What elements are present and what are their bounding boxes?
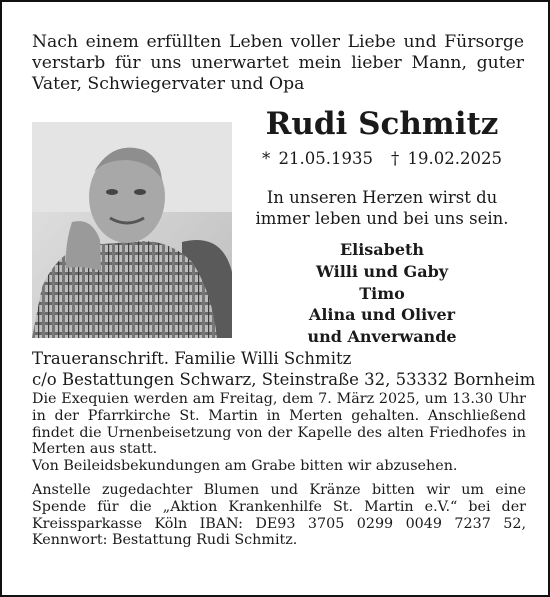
birth-date: * 21.05.1935 [262, 149, 373, 168]
mourning-address [32, 348, 536, 390]
family-signatures [238, 239, 526, 348]
address-line-2: c/o Bestattungen Schwarz, Steinstraße 32, 53332 Bornheim [32, 370, 536, 389]
memorial-quote [238, 187, 526, 229]
portrait-photo [32, 122, 232, 338]
death-date: † 19.02.2025 [391, 149, 502, 168]
family-member: Alina und Oliver [308, 305, 456, 325]
address-line-1: Traueranschrift. Familie Willi Schmitz [32, 349, 352, 368]
exequien-paragraph: Die Exequien werden am Freitag, dem 7. März 2025, um 13.30 Uhr in der Pfarrkirche St. Martin in Merten gehalten. Anschließend findet die Urnenbeisetzung von der Kapelle des alten Friedhofes in Merten aus statt. [32, 391, 526, 458]
intro-text [32, 32, 524, 95]
notice-body [32, 391, 526, 549]
family-member: und Anverwande [307, 327, 457, 347]
deceased-name: Rudi Schmitz [265, 106, 499, 142]
donation-paragraph: Anstelle zugedachter Blumen und Kränze bitten wir um eine Spende für die „Aktion Krankenhilfe St. Martin e.V.“ bei der Kreissparkasse Köln IBAN: DE93 3705 0299 0049 7237 52, Kennwort: Bestattung Rudi Schmitz. [32, 481, 526, 549]
quote-line-2: immer leben und bei uns sein. [255, 209, 509, 228]
intro-line-3: Schwiegervater und Opa [87, 74, 305, 94]
portrait-photo-icon [32, 122, 232, 338]
condolence-paragraph: Von Beileidsbekundungen am Grabe bitten wir abzusehen. [32, 458, 458, 475]
family-member: Willi und Gaby [315, 261, 449, 281]
intro-line-2: verstarb für uns unerwartet mein lieber Mann, guter Vater, [32, 53, 524, 94]
intro-line-1: Nach einem erfüllten Leben voller Liebe und Fürsorge [32, 32, 524, 52]
quote-line-1: In unseren Herzen wirst du [266, 188, 498, 207]
family-member: Timo [359, 283, 405, 303]
family-member: Elisabeth [339, 240, 425, 259]
life-dates [238, 148, 526, 170]
